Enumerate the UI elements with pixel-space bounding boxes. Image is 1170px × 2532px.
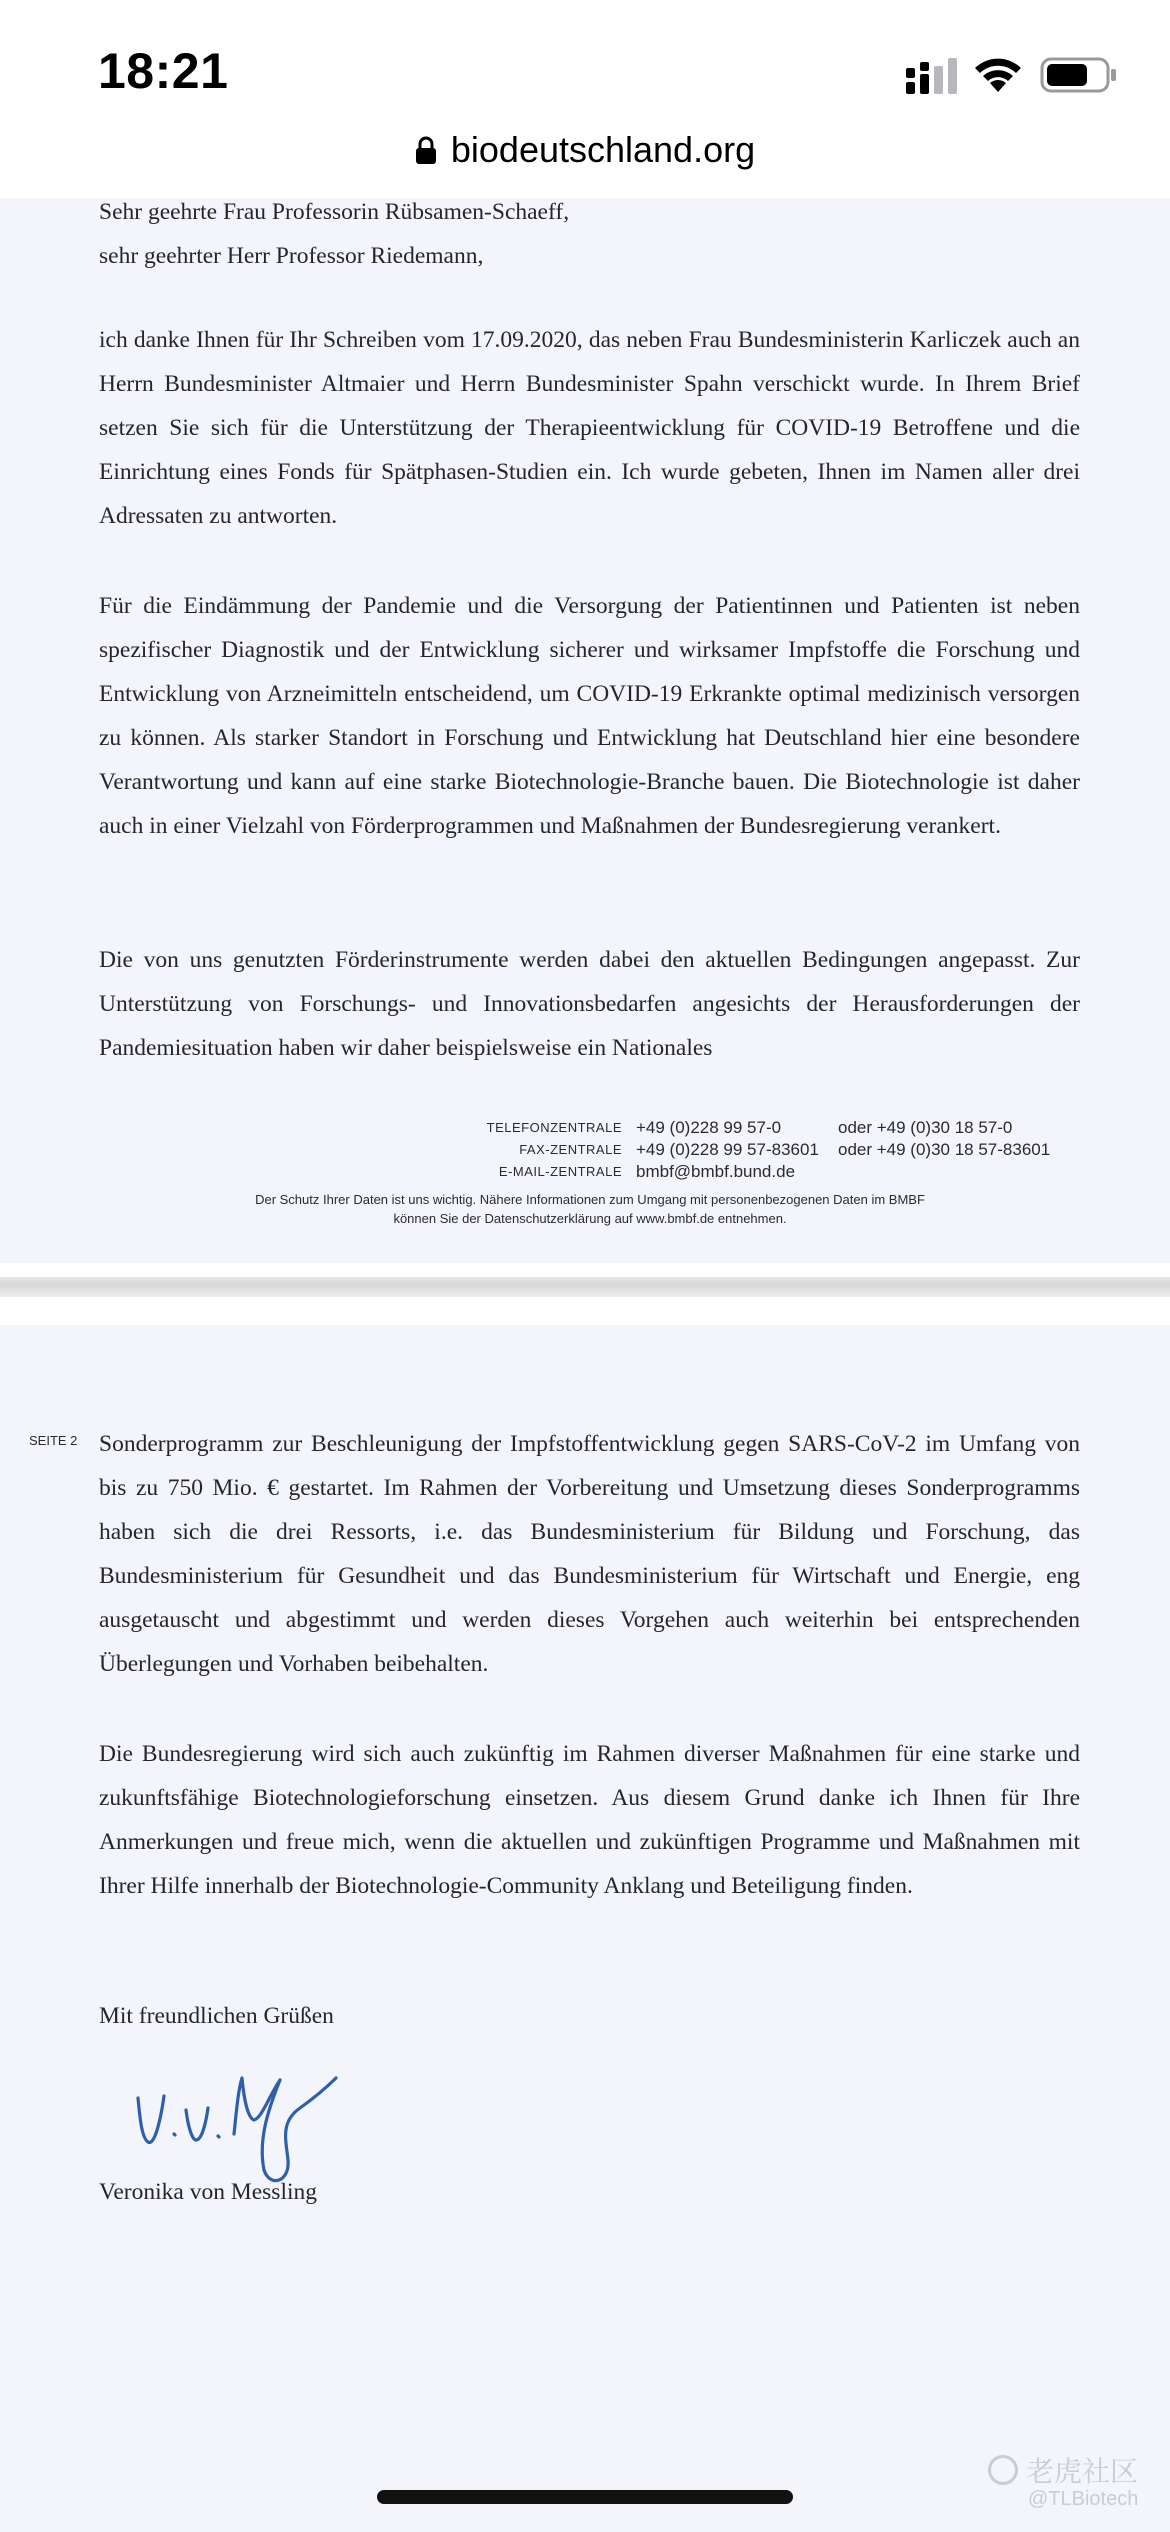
lock-icon bbox=[415, 135, 437, 165]
contact-value-alt bbox=[838, 1161, 1098, 1183]
privacy-note bbox=[200, 1190, 980, 1228]
letter-paragraph-3: Die von uns genutzten Förderinstrumente werden dabei den aktuellen Bedingungen angepasst. Zur Unterstützung von Forschungs- und Innovationsbedarfen angesichts der Herausforderungen der Pandemiesituation haben wir daher beispielsweise ein Nationales bbox=[99, 947, 1080, 1061]
letter-paragraph-4: Sonderprogramm zur Beschleunigung der Impfstoffentwicklung gegen SARS-CoV-2 im Umfang von bis zu 750 Mio. € gestartet. Im Rahmen der Vorbereitung und Umsetzung dieses Sonderprogramms haben sich die drei Ressorts, i.e. das Bundesministerium für Bildung und Forschung, das Bundesministerium für Gesundheit und das Bundesministerium für Wirtschaft und Energie, eng ausgetauscht und abgestimmt und werden dieses Vorgehen auch weiterhin bei entsprechenden Überlegungen und Vorhaben beibehalten. bbox=[99, 1431, 1080, 1677]
contact-value: +49 (0)228 99 57-0 bbox=[636, 1118, 782, 1137]
watermark-handle: @TLBiotech bbox=[1028, 2488, 1139, 2510]
watermark-logo-text: 老虎社区 bbox=[1026, 2455, 1139, 2488]
contact-label: FAX-ZENTRALE bbox=[519, 1142, 622, 1157]
contact-row-fax bbox=[300, 1139, 1100, 1161]
contact-value-alt: oder +49 (0)30 18 57-0 bbox=[838, 1118, 1013, 1137]
letter-paragraph-1: ich danke Ihnen für Ihr Schreiben vom 17.09.2020, das neben Frau Bundesministerin Karliczek auch an Herrn Bundesminister Altmaier und Herrn Bundesminister Spahn verschickt wurde. In Ihrem Brief setzen Sie sich für die Unterstützung der Therapieentwicklung für COVID-19 Betroffene und die Einrichtung eines Fonds für Spätphasen-Studien ein. Ich wurde gebeten, Ihnen im Namen aller drei Adressaten zu antworten. bbox=[99, 327, 1080, 529]
battery-icon bbox=[1040, 56, 1118, 94]
privacy-note-line-2: können Sie der Datenschutzerklärung auf www.bmbf.de entnehmen. bbox=[393, 1211, 787, 1226]
salutation-line-2: sehr geehrter Herr Professor Riedemann, bbox=[99, 243, 484, 269]
watermark-logo bbox=[988, 2452, 1148, 2488]
watermark-circle-icon bbox=[988, 2455, 1018, 2485]
privacy-note-line-1: Der Schutz Ihrer Daten ist uns wichtig. Nähere Informationen zum Umgang mit personenbezogenen Daten im BMBF bbox=[255, 1192, 925, 1207]
status-time: 18:21 bbox=[98, 43, 229, 99]
contact-value: bmbf@bmbf.bund.de bbox=[636, 1162, 796, 1181]
contact-value-alt: oder +49 (0)30 18 57-83601 bbox=[838, 1140, 1051, 1159]
contact-block bbox=[300, 1117, 1100, 1183]
page-number: SEITE 2 bbox=[29, 1433, 78, 1448]
salutation-line-1: Sehr geehrte Frau Professorin Rübsamen-Schaeff, bbox=[99, 199, 570, 225]
letter-paragraph-2: Für die Eindämmung der Pandemie und die Versorgung der Patientinnen und Patienten ist neben spezifischer Diagnostik und der Entwicklung sicherer und wirksamer Impfstoffe die Forschung und Entwicklung von Arzneimitteln entscheidend, um COVID-19 Erkrankte optimal medizinisch versorgen zu können. Als starker Standort in Forschung und Entwicklung hat Deutschland hier eine besondere Verantwortung und kann auf eine starke Biotechnologie-Branche bauen. Die Biotechnologie ist daher auch in einer Vielzahl von Förderprogrammen und Maßnahmen der Bundesregierung verankert. bbox=[99, 593, 1080, 839]
status-bar bbox=[0, 0, 1170, 140]
contact-value: +49 (0)228 99 57-83601 bbox=[636, 1140, 819, 1159]
closing-greeting: Mit freundlichen Grüßen bbox=[99, 2003, 334, 2029]
signal-icon bbox=[904, 56, 960, 96]
contact-row-email bbox=[300, 1161, 1100, 1183]
signer-name: Veronika von Messling bbox=[99, 2179, 318, 2205]
wifi-icon bbox=[972, 56, 1024, 94]
address-bar[interactable] bbox=[0, 122, 1170, 199]
contact-label: TELEFONZENTRALE bbox=[486, 1120, 622, 1135]
contact-label: E-MAIL-ZENTRALE bbox=[498, 1164, 622, 1179]
url-text[interactable]: biodeutschland.org bbox=[450, 129, 756, 170]
home-indicator[interactable] bbox=[377, 2490, 793, 2504]
page-separator bbox=[0, 1263, 1170, 1325]
contact-row-phone bbox=[300, 1117, 1100, 1139]
letter-paragraph-5: Die Bundesregierung wird sich auch zukünftig im Rahmen diverser Maßnahmen für eine starke und zukunftsfähige Biotechnologieforschung einsetzen. Aus diesem Grund danke ich Ihnen für Ihre Anmerkungen und freue mich, wenn die aktuellen und zukünftigen Programme und Maßnahmen mit Ihrer Hilfe innerhalb der Biotechnologie-Community Anklang und Beteiligung finden. bbox=[99, 1741, 1080, 1899]
